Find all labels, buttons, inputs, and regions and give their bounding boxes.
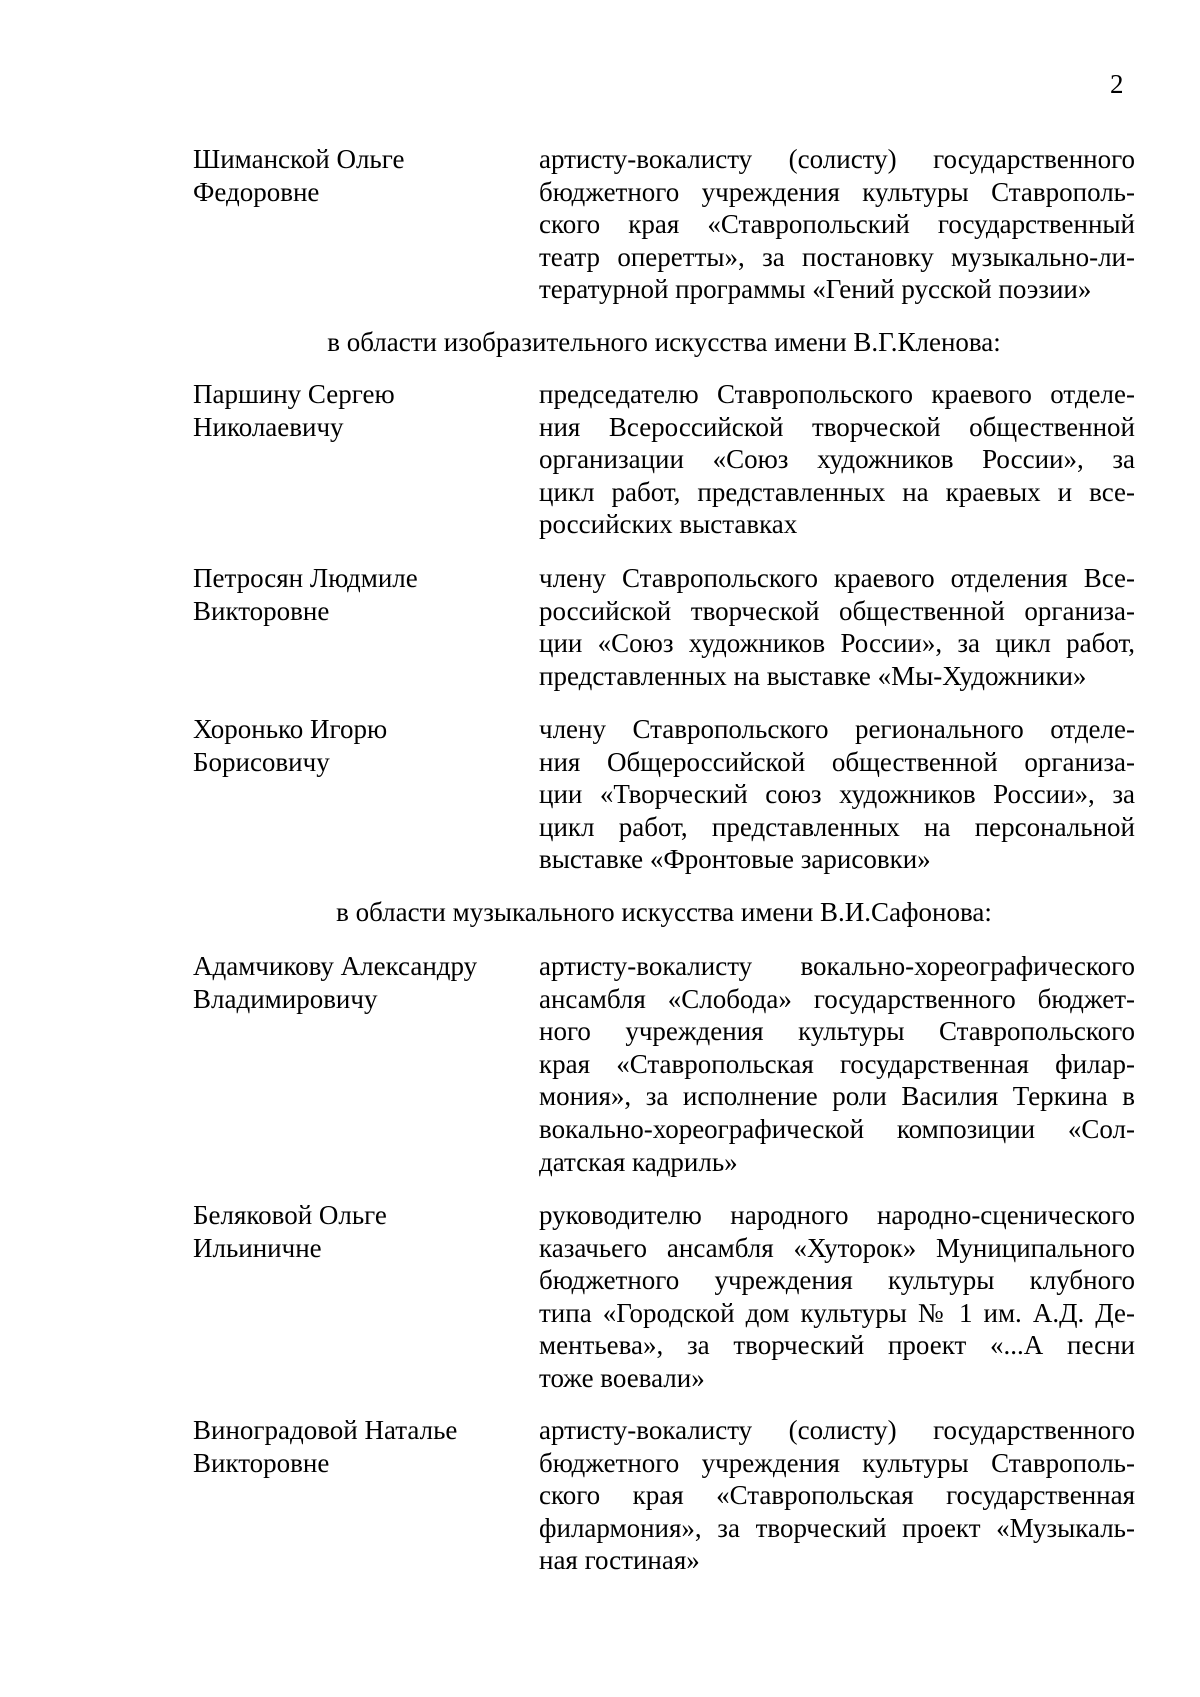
name-line: Паршину Сергею (193, 379, 395, 409)
desc-line: цикл работ, представленных на краевых и все- (539, 476, 1135, 507)
name-line: Ильиничне (193, 1232, 322, 1263)
section-heading: в области музыкального искусства имени В.И.Сафонова: (336, 897, 992, 927)
name-line: Викторовне (193, 1447, 330, 1478)
desc-line: бюджетного учреждения культуры Ставрополь- (539, 176, 1135, 207)
desc-line: ного учреждения культуры Ставропольского (539, 1016, 1135, 1047)
desc-line: края «Ставропольская государственная филар- (539, 1048, 1135, 1079)
name-line: Шиманской Ольге (193, 144, 405, 174)
desc-line: российских выставках (539, 509, 798, 540)
desc-line: бюджетного учреждения культуры клубного (539, 1265, 1135, 1296)
desc-line: российской творческой общественной организа- (539, 595, 1135, 626)
desc-line: казачьего ансамбля «Хуторок» Муниципального (539, 1232, 1135, 1263)
name-line: Беляковой Ольге (193, 1200, 387, 1230)
desc-line: филармония», за творческий проект «Музыкаль- (539, 1512, 1135, 1543)
desc-line: ния Общероссийской общественной организа- (539, 746, 1135, 777)
desc-line: ции «Союз художников России», за цикл работ, (539, 628, 1135, 659)
name-line: Петросян Людмиле (193, 563, 418, 593)
desc-line: вокально-хореографической композиции «Сол- (539, 1113, 1135, 1144)
desc-line: представленных на выставке «Мы-Художники» (539, 660, 1087, 691)
desc-line: председателю Ставропольского краевого отделе- (539, 379, 1135, 409)
recipient-name (193, 713, 523, 778)
desc-line: артисту-вокалисту (солисту) государственного (539, 144, 1135, 174)
name-line: Адамчикову Александру (193, 951, 478, 981)
award-description (539, 562, 1135, 692)
desc-line: цикл работ, представленных на персональной (539, 811, 1135, 842)
name-line: Викторовне (193, 595, 330, 626)
section-heading: в области изобразительного искусства имени В.Г.Кленова: (327, 327, 1001, 357)
name-line: Николаевичу (193, 411, 344, 442)
desc-line: ции «Творческий союз художников России», за (539, 779, 1135, 810)
name-line: Федоровне (193, 176, 320, 207)
recipient-name (193, 1199, 523, 1264)
desc-line: члену Ставропольского краевого отделения Все- (539, 563, 1135, 593)
desc-line: члену Ставропольского регионального отделе- (539, 714, 1135, 744)
name-line: Хоронько Игорю (193, 714, 388, 744)
desc-line: тоже воевали» (539, 1362, 705, 1393)
desc-line: ского края «Ставропольская государственная (539, 1480, 1135, 1511)
desc-line: мония», за исполнение роли Василия Теркина в (539, 1081, 1135, 1112)
desc-line: типа «Городской дом культуры № 1 им. А.Д. Де- (539, 1297, 1135, 1328)
award-description (539, 1199, 1135, 1395)
name-line: Виноградовой Наталье (193, 1415, 458, 1445)
desc-line: датская кадриль» (539, 1146, 738, 1177)
award-description (539, 713, 1135, 876)
desc-line: ная гостиная» (539, 1545, 700, 1576)
desc-line: ского края «Ставропольский государственный (539, 209, 1135, 240)
desc-line: ансамбля «Слобода» государственного бюджет- (539, 983, 1135, 1014)
name-line: Борисовичу (193, 746, 330, 777)
desc-line: организации «Союз художников России», за (539, 444, 1135, 475)
recipient-name (193, 562, 523, 627)
recipient-name (193, 950, 523, 1015)
award-description (539, 950, 1135, 1178)
award-description (539, 378, 1135, 541)
desc-line: тературной программы «Гений русской поэзии» (539, 274, 1092, 305)
name-line: Владимировичу (193, 983, 378, 1014)
desc-line: руководителю народного народно-сценического (539, 1200, 1135, 1230)
award-description (539, 1414, 1135, 1577)
recipient-name (193, 1414, 523, 1479)
desc-line: выставке «Фронтовые зарисовки» (539, 844, 931, 875)
desc-line: театр оперетты», за постановку музыкально-ли- (539, 241, 1135, 272)
recipient-name (193, 378, 523, 443)
desc-line: бюджетного учреждения культуры Ставрополь- (539, 1447, 1135, 1478)
desc-line: ментьева», за творческий проект «...А песни (539, 1330, 1135, 1361)
desc-line: артисту-вокалисту вокально-хореографического (539, 951, 1135, 981)
recipient-name (193, 143, 523, 208)
award-description (539, 143, 1135, 306)
desc-line: артисту-вокалисту (солисту) государственного (539, 1415, 1135, 1445)
page-number: 2 (1110, 69, 1124, 99)
desc-line: ния Всероссийской творческой общественной (539, 411, 1135, 442)
